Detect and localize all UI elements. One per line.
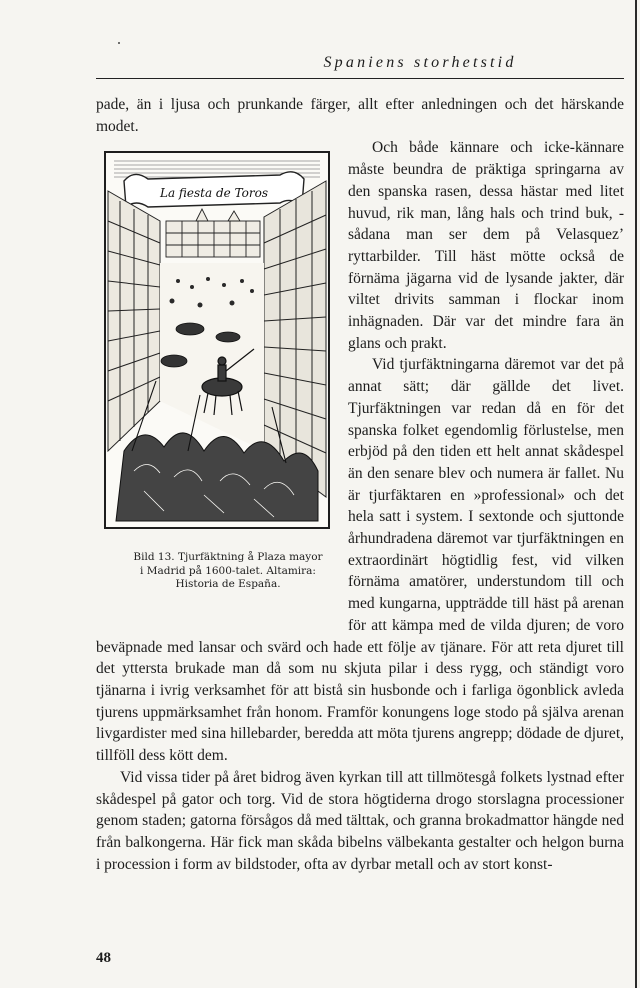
figure-bullfight [96,151,336,613]
print-speck [118,42,120,44]
banner-text: La fiesta de Toros [159,186,269,201]
bullfight-engraving [104,151,330,529]
figure-caption [96,535,336,609]
caption-line-2: i Madrid på 1600-talet. Altamira: [140,564,316,577]
caption-line-3: Historia de España. [175,578,281,591]
header-rule [96,78,624,79]
caption-line-1: Bild 13. Tjurfäktning å Plaza mayor [133,551,323,564]
running-head: Spaniens storhetstid [323,54,517,71]
body-text [96,94,624,875]
page-number: 48 [96,950,111,966]
paragraph-4: Vid vissa tider på året bidrog även kyrkan till att tillmötesgå folkets lystnad efter skådespel på gator och torg. Vid de stora högtiderna drogo storslagna processioner genom staden; gatorna försågos då med tälttak, och granna brokadmattor hängde ned från balkongerna. Här fick man skåda bibelns välbekanta gestalter och helgon burna i procession i form av bildstoder, ofta av dyrbar metall och av stort konst- [96,768,624,873]
paragraph-2-text: Och både kännare och icke-kännare måste beundra de präktiga springarna av den spanska rasen, dessa hästar med litet huvud, rik man, lång hals och trind buk, -sådana man ser dem på Velasquez’ ryttarbilder. Till häst mötte också de förnäma jägarna vid de lysande jakter, där viltet drivits samman i flockar inom inhägnaden. Där var det mindre fara än glans och prakt. [348,139,624,352]
page-edge-shadow [635,0,637,988]
paragraph-1: pade, än i ljusa och prunkande färger, allt efter anledningen och det härskande modet. [96,96,624,135]
paragraph-3: Vid tjurfäktningarna däremot var det på annat sätt; där gällde det livet. Tjurfäktningen var redan då en för det spanska folket egendomlig förlustelse, men erbjöd på den tiden ett helt annat skådespel än den senare blev och numera är fallet. Nu är tjurfäktaren en »professional» och det hela satt i system. I sextonde och sjuttonde århundradena däremot var tjurfäktningen en extraordinärt högtidlig fest, vid vilken förnäma amatörer, understundom till och med kungarna, uppträdde till häst på arenan för att kämpa med de vilda djuren; de voro beväpnade med lansar och svärd och hade ett följe av tjänare. För att reta djuret till det yttersta brukade man då som nu skjuta pilar i dess rygg, och ständigt voro tjänarna i ivrig verksamhet för att bistå sin husbonde och i farliga ögonblick avleda tjurens uppmärksamhet från honom. Framför konungens loge stodo på själva arenan livgardister med sina hillebarder, beredda att möta tjurens angrepp; dödade de djuret, tillföll dess kött dem. [96,356,624,765]
